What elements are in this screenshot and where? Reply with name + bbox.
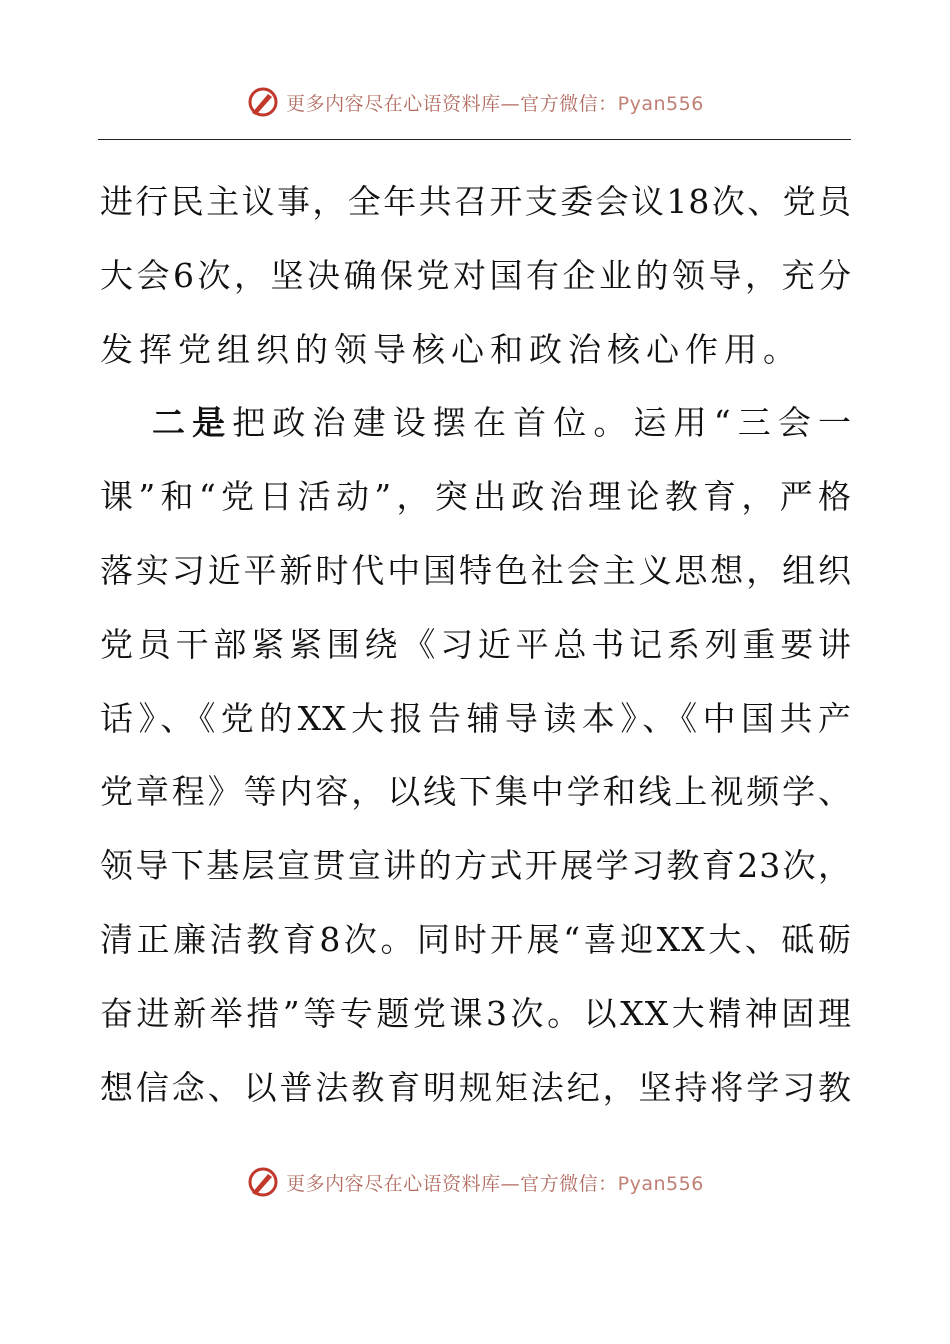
body-line: 党员干部紧紧围绕《习近平总书记系列重要讲 <box>100 624 852 664</box>
header-banner <box>0 82 950 122</box>
body-line: 落实习近平新时代中国特色社会主义思想，组织 <box>100 550 852 590</box>
body-line: 课”和“党日活动”，突出政治理论教育，严格 <box>100 477 852 517</box>
paragraph-start-line <box>100 386 852 460</box>
pen-circle-logo-icon <box>246 1165 280 1199</box>
paragraph-lead: 二是 <box>152 403 233 443</box>
body-line: 党章程》等内容，以线下集中学和线上视频学、 <box>100 772 852 812</box>
body-line: 发挥党组织的领导核心和政治核心作用。 <box>100 329 802 369</box>
body-line-text: 把政治建设摆在首位。运用“三会一 <box>232 403 852 443</box>
header-wechat-id: Pyan556 <box>617 92 704 115</box>
body-line: 大会6次，坚决确保党对国有企业的领导，充分 <box>100 255 852 295</box>
body-line: 想信念、以普法教育明规矩法纪，坚持将学习教 <box>100 1067 852 1107</box>
header-banner-text: 更多内容尽在心语资料库—官方微信：Pyan556 <box>286 92 704 115</box>
body-line: 进行民主议事，全年共召开支委会议18次、党员 <box>100 182 852 221</box>
body-line: 清正廉洁教育8次。同时开展“喜迎XX大、砥砺 <box>100 919 852 959</box>
body-line: 奋进新举措”等专题党课3次。以XX大精神固理 <box>100 993 852 1033</box>
header-divider <box>98 139 851 140</box>
document-body <box>100 165 852 1124</box>
footer-banner-text: 更多内容尽在心语资料库—官方微信：Pyan556 <box>286 1172 704 1195</box>
pen-circle-logo-icon <box>246 85 280 119</box>
body-line: 领导下基层宣贯宣讲的方式开展学习教育23次， <box>100 846 852 886</box>
footer-banner <box>0 1162 950 1202</box>
body-line: 话》、《党的XX大报告辅导读本》、《中国共产 <box>100 698 852 738</box>
footer-wechat-id: Pyan556 <box>617 1172 704 1195</box>
